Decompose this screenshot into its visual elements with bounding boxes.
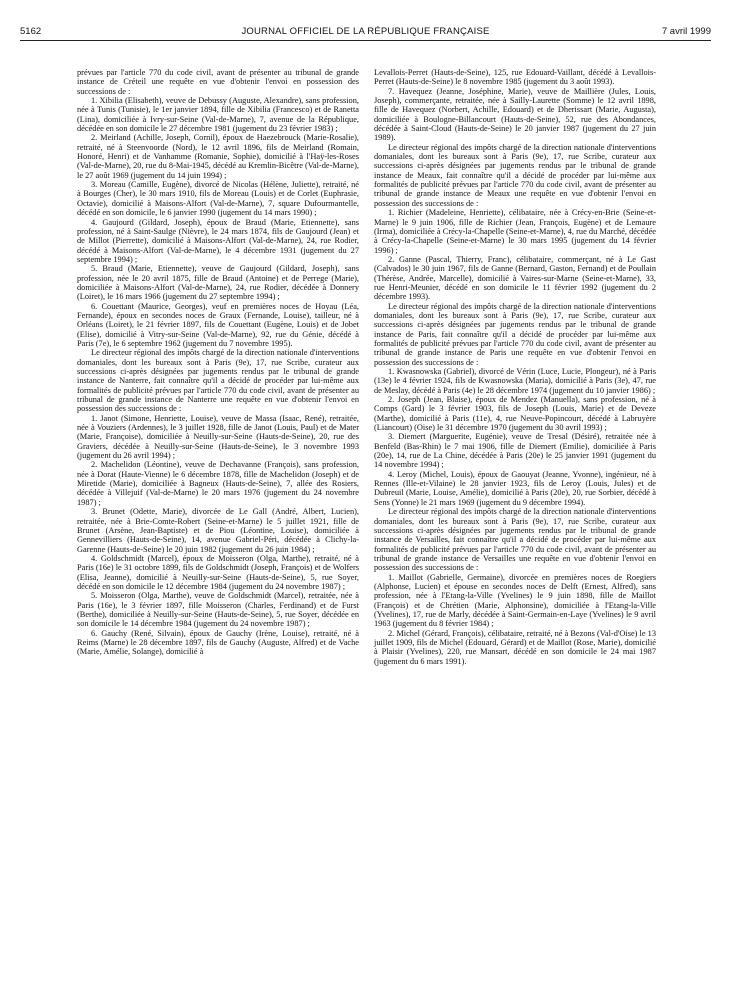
page-number: 5162 bbox=[20, 26, 42, 37]
paragraph: 1. Janot (Simone, Henriette, Louise), veuve de Massa (Isaac, René), retraitée, née à Vouziers (Ardennes), le 3 juillet 1928, fille de Janot (Louis, Paul) et de Mater (Marie, Françoise), domiciliée à Neuilly-sur-Seine (Hauts-de-Seine), 20, rue des Graviers, décédée à Neuilly-sur-Seine (Hauts-de-Seine), le 3 novembre 1993 (jugement du 26 avril 1994) ; bbox=[77, 413, 359, 461]
paragraph: 1. Richier (Madeleine, Henriette), célibataire, née à Crécy-en-Brie (Seine-et-Marne) le 9 juin 1906, fille de Richier (Jean, François, Eugène) et de Lemaure (Irma), domiciliée à Crécy-la-Chapelle (Seine-et-Marne), 4, rue du Marché, décédée à Crécy-la-Chapelle (Seine-et-Marne) le 30 mars 1995 (jugement du 14 février 1996) ; bbox=[374, 208, 656, 255]
paragraph: 3. Moreau (Camille, Eugène), divorcé de Nicolas (Hélène, Juliette), retraité, né à Bourges (Cher), le 30 mars 1910, fils de Moreau (Louis) et de Corlet (Euphrasie, Octavie), domicilié à Maisons-Alfort (Val-de-Marne), 7, square Dufourmantelle, décédé en son domicile, le 6 janvier 1990 (jugement du 14 mars 1990) ; bbox=[77, 180, 359, 218]
paragraph: prévues par l'article 770 du code civil, avant de présenter au tribunal de grande instance de Créteil une requête en vue d'obtenir l'envoi en possession des successions de : bbox=[77, 68, 359, 96]
header-rule bbox=[20, 40, 711, 41]
paragraph: 3. Brunet (Odette, Marie), divorcée de Le Gall (André, Albert, Lucien), retraitée, née à Brie-Comte-Robert (Seine-et-Marne) le 5 juillet 1921, fille de Brunet (Arsène, Jean-Baptiste) et de Piou (Léontine, Louise), domiciliée à Gennevilliers (Hauts-de-Seine), 14, avenue Gabriel-Péri, décédée à Clichy-la-Garenne (Hauts-de-Seine) le 20 juin 1982 (jugement du 26 juin 1984) ; bbox=[77, 507, 359, 554]
journal-title: JOURNAL OFFICIEL DE LA RÉPUBLIQUE FRANÇAISE bbox=[241, 26, 490, 37]
paragraph: 1. Xibilia (Elisabeth), veuve de Debussy (Auguste, Alexandre), sans profession, née à Tunis (Tunisie), le 1er janvier 1894, fille de Xibilia (Francesco) et de Ranetta (Lina), domiciliée à Ivry-sur-Seine (Val-de-Marne), 7, avenue de la République, décédée en son domicile le 27 décembre 1981 (jugement du 23 février 1983) ; bbox=[77, 96, 359, 134]
paragraph: Levallois-Perret (Hauts-de-Seine), 125, rue Edouard-Vaillant, décédé à Levallois-Perret (Hauts-de-Seine) le 8 novembre 1985 (jugement du 3 août 1993). bbox=[374, 68, 656, 87]
paragraph: 7. Havequez (Jeanne, Joséphine, Marie), veuve de Maillière (Jules, Louis, Joseph), commerçante, retraitée, née à Sailly-Laurette (Somme) le 12 avril 1898, fille de Havequez (Norbert, Achille, Edouard) et de Dherissart (Marie, Augusta), domiciliée à Boulogne-Billancourt (Hauts-de-Seine), 52, rue des Abondances, décédée à Saint-Cloud (Hauts-de-Seine) le 20 janvier 1987 (jugement du 27 juin 1989). bbox=[374, 86, 656, 143]
paragraph: 5. Moisseron (Olga, Marthe), veuve de Goldschmidt (Marcel), retraitée, née à Paris (16e), le 3 février 1897, fille Moisseron (Charles, Ferdinand) et de Furst (Berthe), domiciliée à Neuilly-sur-Seine (Hauts-de-Seine), 5, rue Soyer, décédée en son domicile le 14 décembre 1984 (jugement du 24 novembre 1987) ; bbox=[77, 591, 359, 629]
paragraph: 2. Meirland (Achille, Joseph, Cornil), époux de Haezebrouck (Marie-Rosalie), retraité, né à Steenvoorde (Nord), le 12 avril 1896, fils de Meirland (Romain, Honoré, Henri) et de Vanhamme (Romanie, Sophie), domicilié à l'Haÿ-les-Roses (Val-de-Marne), 20, rue du 8-Mai-1945, décédé au Kremlin-Bicêtre (Val-de-Marne), le 27 août 1969 (jugement du 14 juin 1994) ; bbox=[77, 133, 359, 180]
paragraph: 4. Gaujourd (Gildard, Joseph), époux de Braud (Marie, Etiennette), sans profession, né à Saint-Saulge (Nièvre), le 24 mars 1874, fils de Gaujourd (Jean) et de Millot (Pierrette), domicilié à Maisons-Alfort (Val-de-Marne), 24, rue Rodier, décédé à Maisons-Alfort (Val-de-Marne), le 4 décembre 1931 (jugement du 27 septembre 1994) ; bbox=[77, 217, 359, 264]
paragraph: 4. Goldschmidt (Marcel), époux de Moisseron (Olga, Marthe), retraité, né à Paris (16e) le 31 octobre 1899, fils de Goldschmidt (Joseph, François) et de Wolfers (Elisa, Jeanne), domicilié à Neuilly-sur-Seine (Hauts-de-Seine), 5, rue Soyer, décédé en son domicile le 12 décembre 1984 (jugement du 24 novembre 1987) ; bbox=[77, 553, 359, 591]
paragraph: 5. Braud (Marie, Etiennette), veuve de Gaujourd (Gildard, Joseph), sans profession, née le 20 avril 1875, fille de Braud (Antoine) et de Perrege (Marie), domiciliée à Maisons-Alfort (Val-de-Marne), 24, rue Rodier, décédée à Donnery (Loiret), le 16 mars 1966 (jugement du 27 septembre 1994) ; bbox=[77, 264, 359, 302]
paragraph: Le directeur régional des impôts chargé de la direction nationale d'interventions domaniales, dont les bureaux sont à Paris (9e), 17, rue Scribe, curateur aux successions ci-après désignées par jugements rendus par le tribunal de grande instance de Paris, fait connaître qu'il a décidé de procéder par lui-même aux formalités de publicité prévues par l'article 770 du code civil, avant de présenter au tribunal de grande instance de Paris une requête en vue d'obtenir l'envoi en possession des successions de : bbox=[374, 301, 656, 367]
issue-date: 7 avril 1999 bbox=[661, 26, 711, 37]
paragraph: 1. Kwasnowska (Gabriel), divorcé de Vérin (Luce, Lucie, Plongeur), né à Paris (13e) le 4 février 1924, fils de Kwasnowska (Maria), domicilié à Paris (3e), 47, rue de Meslay, décédé à Paris (4e) le 28 décembre 1974 (jugement du 10 janvier 1986) ; bbox=[374, 367, 656, 395]
paragraph: 6. Gauchy (René, Silvain), époux de Gauchy (Irène, Louise), retraité, né à Reims (Marne) le 28 décembre 1897, fils de Gauchy (Auguste, Alfred) et de Vache (Marie, Amélie, Solange), domicilié à bbox=[77, 628, 359, 657]
paragraph: Le directeur régional des impôts chargé de la direction nationale d'interventions domaniales, dont les bureaux sont à Paris (9e), 17, rue Scribe, curateur aux successions ci-après désignées par jugements rendus par le tribunal de grande instance de Meaux, fait connaître qu'il a décidé de procéder par lui-même aux formalités de publicité prévues par l'article 770 du code civil, avant de présenter au tribunal de grande instance de Meaux une requête en vue d'obtenir l'envoi en possession des successions de : bbox=[374, 142, 656, 208]
paragraph: 4. Leroy (Michel, Louis), époux de Gaouyat (Jeanne, Yvonne), ingénieur, né à Rennes (Ille-et-Vilaine) le 28 janvier 1923, fils de Leroy (Louis, Jules) et de Dubreuil (Marie, Louise, Amélie), domicilié à Paris (20e), 20, rue Sorbier, décédé à Sens (Yonne) le 21 mars 1969 (jugement du 9 décembre 1994). bbox=[374, 469, 656, 507]
paragraph: 1. Maillot (Gabrielle, Germaine), divorcée en premières noces de Roegiers (Alphonse, Lucien) et épouse en secondes noces de Delft (Ernest, Alfred), sans profession, née à l'Etang-la-Ville (Yvelines) le 9 juin 1898, fille de Maillot (François) et de Chrétien (Marie, Alphonsine), domiciliée à l'Etang-la-Ville (Yvelines), 17, rue de Marly, décédée à Saint-Germain-en-Laye (Yvelines) le 9 avril 1963 (jugement du 8 février 1984) ; bbox=[374, 572, 656, 629]
page-header bbox=[20, 26, 711, 38]
left-column bbox=[77, 68, 359, 657]
paragraph: 2. Michel (Gérard, François), célibataire, retraité, né à Bezons (Val-d'Oise) le 13 juillet 1909, fils de Michel (Edouard, Gérard) et de Maillot (Rose, Marie), domicilié à Plaisir (Yvelines), 220, rue Mansart, décédé en son domicile le 24 mai 1987 (jugement du 6 mars 1991). bbox=[374, 628, 656, 666]
paragraph: Le directeur régional des impôts chargé de la direction nationale d'interventions domaniales, dont les bureaux sont à Paris (9e), 17, rue Scribe, curateur aux successions ci-après désignées par jugements rendus par le tribunal de grande instance de Nanterre, fait connaître qu'il a décidé de procéder par lui-même aux formalités de publicité prévues par l'article 770 du code civil, avant de présenter au tribunal de grande instance de Nanterre une requête en vue d'obtenir l'envoi en possession des successions de : bbox=[77, 348, 359, 414]
paragraph: 2. Machelidon (Léontine), veuve de Dechavanne (François), sans profession, née à Dorat (Haute-Vienne) le 6 décembre 1878, fille de Machelidon (Joseph) et de Miretide (Marie), domiciliée à Bagneux (Hauts-de-Seine), 7, allée des Rosiers, décédée à Villejuif (Val-de-Marne) le 20 mars 1976 (jugement du 24 novembre 1987) ; bbox=[77, 460, 359, 507]
paragraph: 3. Diemert (Marguerite, Eugénie), veuve de Tresal (Désiré), retraitée née à Benfeld (Bas-Rhin) le 7 mai 1906, fille de Diemert (Emilie), domiciliée à Paris (20e), 14, rue de La Chine, décédée à Paris (20e) le 25 janvier 1991 (jugement du 14 novembre 1994) ; bbox=[374, 432, 656, 470]
right-column bbox=[374, 68, 656, 666]
paragraph: 2. Joseph (Jean, Blaise), époux de Mendez (Manuella), sans profession, né à Comps (Gard) le 3 février 1903, fils de Joseph (Louis, Marie) et de Deveze (Marthe), domicilié à Paris (11e), 4, rue Neuve-Popincourt, décédé à Labruyère (Liancourt) (Oise) le 31 décembre 1970 (jugement du 30 avril 1993) ; bbox=[374, 395, 656, 433]
paragraph: 6. Couettant (Maurice, Georges), veuf en premières noces de Hoyau (Léa, Fernande), époux en secondes noces de Graux (Fernande, Louise), tailleur, né à Orléans (Loiret), le 21 février 1897, fils de Couettant (Eugène, Louis) et de Jobet (Elise), domicilié à Vitry-sur-Seine (Val-de-Marne), 92, rue du Génie, décédé à Paris (7e), le 6 septembre 1962 (jugement du 7 novembre 1995). bbox=[77, 301, 359, 348]
paragraph: 2. Ganne (Pascal, Thierry, Franc), célibataire, commerçant, né à Le Gast (Calvados) le 30 juin 1967, fils de Ganne (Bernard, Gaston, Fernand) et de Poullain (Thérèse, Andrée, Marcelle), domicilié à Vaires-sur-Marne (Seine-et-Marne), 33, rue Henri-Meunier, décédé en son domicile le 11 février 1992 (jugement du 2 décembre 1993). bbox=[374, 254, 656, 302]
paragraph: Le directeur régional des impôts chargé de la direction nationale d'interventions domaniales, dont les bureaux sont à Paris (9e), 17, rue Scribe, curateur aux successions ci-après désignées par jugements rendus par le tribunal de grande instance de Versailles, fait connaître qu'il a décidé de procéder par lui-même aux formalités de publicité prévues par l'article 770 du code civil, avant de présenter au tribunal de grande instance de Versailles une requête en vue d'obtenir l'envoi en possession des successions de : bbox=[374, 507, 656, 573]
